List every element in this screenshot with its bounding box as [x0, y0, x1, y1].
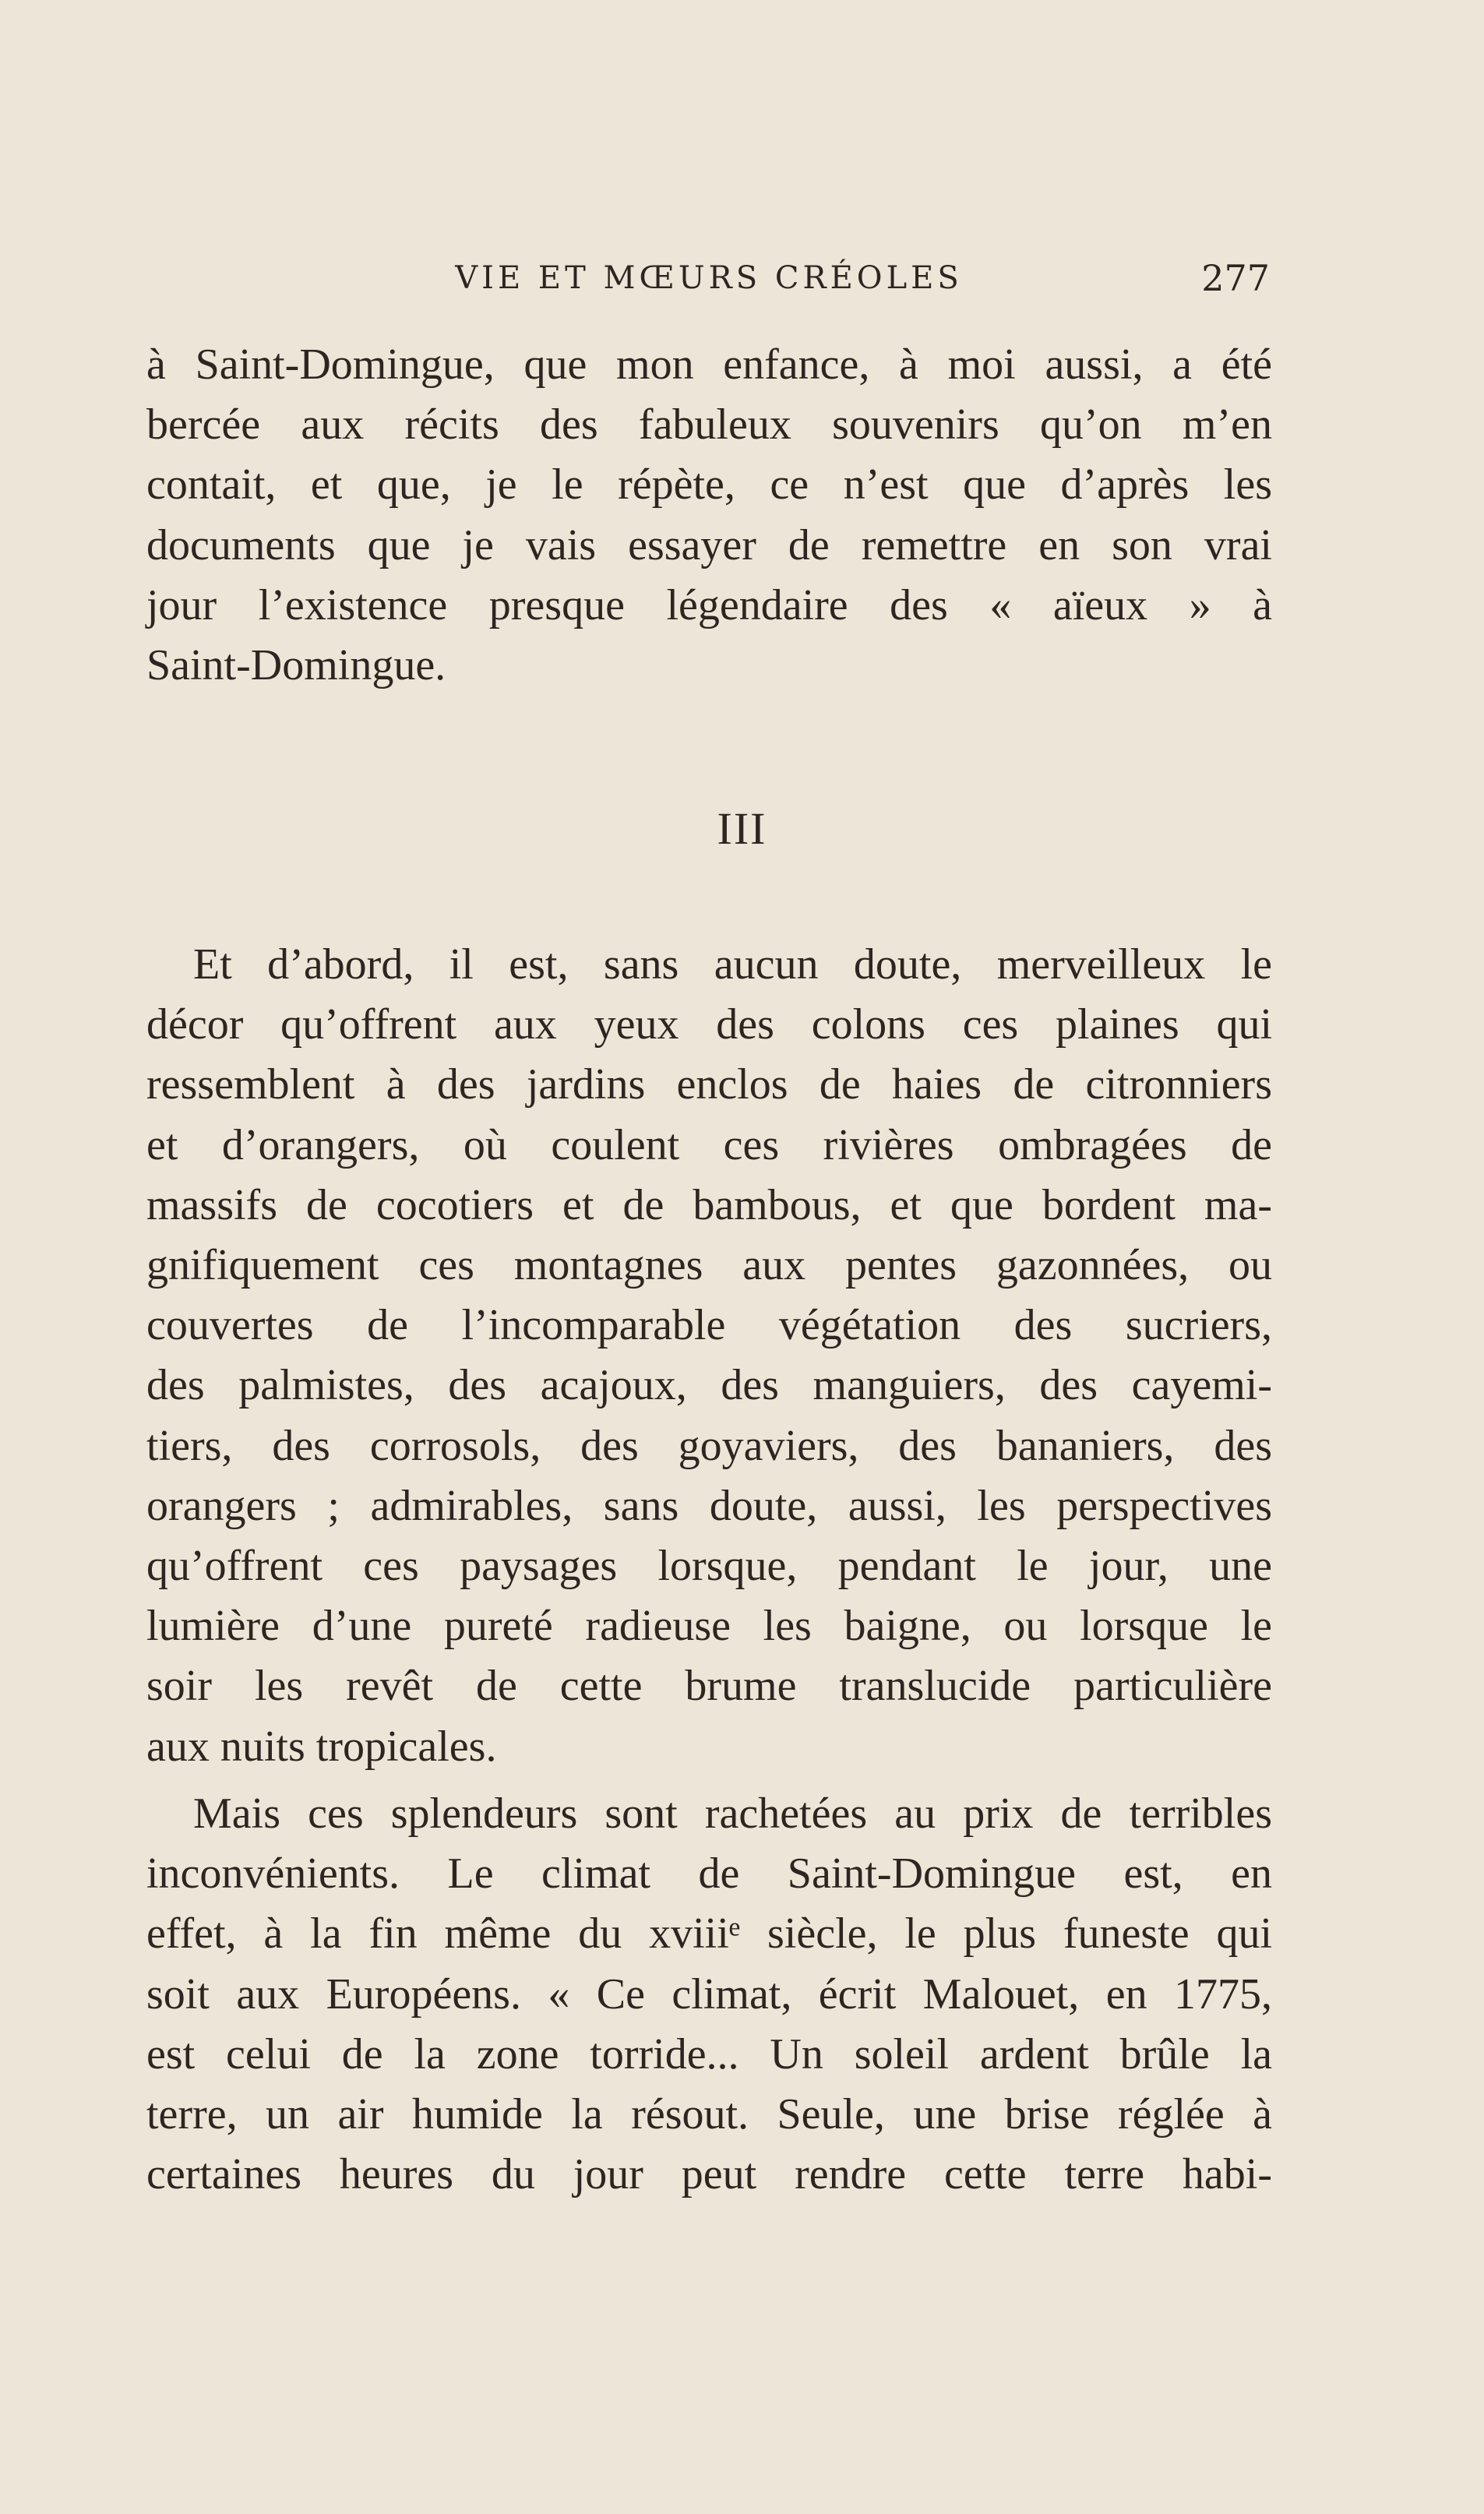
text-line: documents que je vais essayer de remettre en son vrai: [146, 520, 1272, 569]
text-line: soit aux Européens. « Ce climat, écrit Malouet, en 1775,: [146, 1969, 1272, 2019]
text-line: et d’orangers, où coulent ces rivières ombragées de: [146, 1120, 1272, 1169]
text-line: inconvénients. Le climat de Saint-Domingue est, en: [146, 1849, 1272, 1899]
running-title: VIE ET MŒURS CRÉOLES: [455, 260, 963, 296]
text-line: jour l’existence presque légendaire des « aïeux » à: [146, 580, 1272, 629]
text-line: lumière d’une pureté radieuse les baigne, ou lorsque le: [146, 1602, 1272, 1651]
text-line: contait, et que, je le répète, ce n’est que d’après les: [146, 460, 1272, 509]
text-line: Mais ces splendeurs sont rachetées au prix de terribles: [193, 1789, 1272, 1838]
text-line: orangers ; admirables, sans doute, aussi, les perspectives: [146, 1481, 1272, 1530]
text-line: ressemblent à des jardins enclos de haies de citronniers: [146, 1060, 1272, 1109]
text-line: des palmistes, des acajoux, des manguiers, des cayemi-: [146, 1361, 1272, 1410]
text-line: tiers, des corrosols, des goyaviers, des bananiers, des: [146, 1421, 1272, 1470]
text-line: qu’offrent ces paysages lorsque, pendant le jour, une: [146, 1542, 1272, 1591]
text-line: certaines heures du jour peut rendre cette terre habi-: [146, 2150, 1272, 2199]
section-heading: III: [717, 803, 767, 854]
page-number: 277: [1201, 257, 1270, 299]
text-line: bercée aux récits des fabuleux souvenirs qu’on m’en: [146, 400, 1272, 450]
paragraph: [146, 935, 1272, 1777]
text-line: gnifiquement ces montagnes aux pentes gazonnées, ou: [146, 1241, 1272, 1290]
text-line: effet, à la fin même du xviiiᵉ siècle, le plus funeste qui: [146, 1909, 1272, 1959]
text-line: à Saint-Domingue, que mon enfance, à moi aussi, a été: [146, 340, 1272, 389]
text-line: est celui de la zone torride... Un soleil ardent brûle la: [146, 2029, 1272, 2079]
text-line: Saint-Domingue.: [146, 641, 446, 690]
text-line: aux nuits tropicales.: [146, 1722, 497, 1771]
text-line: couvertes de l’incomparable végétation des sucriers,: [146, 1301, 1272, 1350]
text-line: Et d’abord, il est, sans aucun doute, merveilleux le: [193, 940, 1272, 989]
text-line: terre, un air humide la résout. Seule, une brise réglée à: [146, 2090, 1272, 2139]
text-line: massifs de cocotiers et de bambous, et que bordent ma-: [146, 1180, 1272, 1229]
text-line: décor qu’offrent aux yeux des colons ces plaines qui: [146, 1000, 1272, 1049]
paragraph: [146, 1784, 1272, 2205]
text-line: soir les revêt de cette brume translucide particulière: [146, 1662, 1272, 1711]
page-header: [148, 257, 1270, 304]
paragraph-continuation: [146, 335, 1272, 696]
